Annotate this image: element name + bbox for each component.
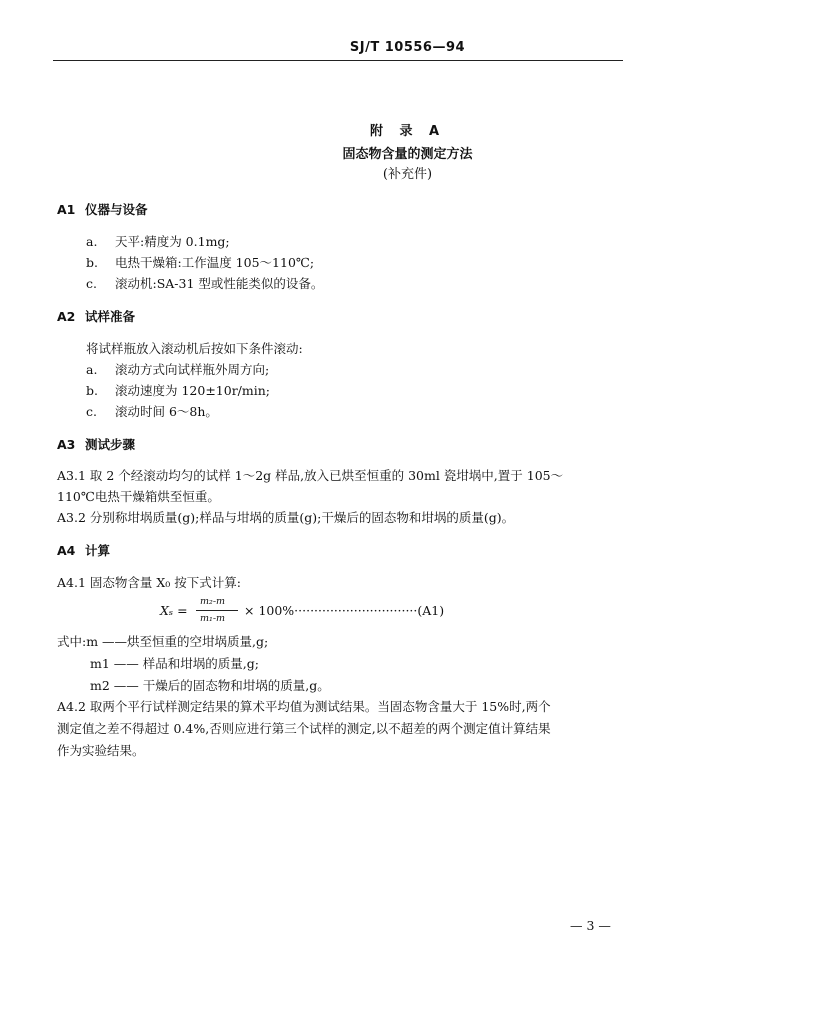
header-rule: [53, 60, 623, 61]
item-text: 滚动时间 6～8h。: [115, 404, 218, 419]
definition-m2: m2 —— 干燥后的固态物和坩埚的质量,g。: [90, 678, 330, 693]
list-item: [86, 232, 230, 250]
appendix-title: 固态物含量的测定方法: [342, 147, 473, 162]
fraction-bar: [196, 610, 238, 611]
formula-lhs: Xₛ =: [160, 603, 188, 618]
paragraph-a3-2: A3.2 分别称坩埚质量(g);样品与坩埚的质量(g);干燥后的固态物和坩埚的质量(g)。: [57, 510, 515, 525]
section-heading-a4: [57, 541, 110, 559]
item-text: 滚动方式向试样瓶外周方向;: [115, 362, 270, 377]
item-text: 天平:精度为 0.1mg;: [115, 234, 230, 249]
section-number: A1: [57, 202, 76, 217]
formula-numerator: m₂-m: [200, 596, 226, 607]
section-heading-a1: [57, 200, 148, 218]
section-title: 试样准备: [85, 309, 136, 324]
section-number: A2: [57, 309, 76, 324]
list-item: [86, 381, 270, 399]
section-title: 仪器与设备: [85, 202, 148, 217]
appendix-subtitle: (补充件): [382, 167, 433, 182]
section-number: A3: [57, 437, 76, 452]
paragraph-a3-1-line2: 110℃电热干燥箱烘至恒重。: [57, 489, 220, 504]
paragraph-a3-1-line1: A3.1 取 2 个经滚动均匀的试样 1～2g 样品,放入已烘至恒重的 30ml 瓷坩埚中,置于 105～: [57, 468, 564, 483]
item-label: a.: [86, 234, 98, 249]
item-text: 电热干燥箱:工作温度 105～110℃;: [115, 255, 315, 270]
item-text: 滚动机:SA-31 型或性能类似的设备。: [115, 276, 324, 291]
item-label: c.: [86, 276, 97, 291]
definition-m1: m1 —— 样品和坩埚的质量,g;: [90, 656, 259, 671]
paragraph-a4-2-line1: A4.2 取两个平行试样测定结果的算术平均值为测试结果。当固态物含量大于 15%时,两个: [57, 699, 551, 714]
paragraph-a4-1: A4.1 固态物含量 X₀ 按下式计算:: [57, 575, 241, 590]
item-label: b.: [86, 383, 98, 398]
item-label: b.: [86, 255, 98, 270]
where-clause: 式中:m ——烘至恒重的空坩埚质量,g;: [57, 634, 269, 649]
item-text: 滚动速度为 120±10r/min;: [115, 383, 271, 398]
page-number: — 3 —: [570, 918, 611, 933]
paragraph: 将试样瓶放入滚动机后按如下条件滚动:: [86, 341, 303, 356]
item-label: a.: [86, 362, 98, 377]
appendix-label: 附 录 A: [369, 124, 446, 139]
standard-code-header: SJ/T 10556—94: [349, 40, 466, 55]
section-heading-a3: [57, 435, 135, 453]
section-number: A4: [57, 543, 76, 558]
section-title: 测试步骤: [85, 437, 136, 452]
list-item: [86, 253, 314, 271]
list-item: [86, 360, 269, 378]
formula-denominator: m₁-m: [200, 613, 226, 624]
paragraph-a4-2-line2: 测定值之差不得超过 0.4%,否则应进行第三个试样的测定,以不超差的两个测定值计算结果: [57, 721, 551, 736]
section-heading-a2: [57, 307, 135, 325]
list-item: [86, 274, 323, 292]
list-item: [86, 402, 218, 420]
formula-rhs: × 100%·······························(A1): [244, 603, 445, 618]
paragraph-a4-2-line3: 作为实验结果。: [57, 743, 145, 758]
section-title: 计算: [85, 543, 111, 558]
item-label: c.: [86, 404, 97, 419]
